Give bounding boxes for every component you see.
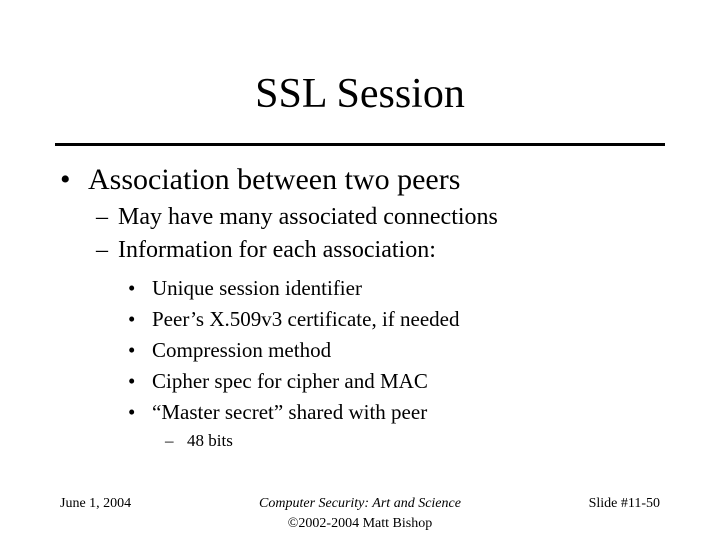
footer-book-title: Computer Security: Art and Science (259, 496, 461, 511)
list-item-text: Compression method (152, 338, 332, 362)
bullet-marker: • (128, 369, 136, 393)
list-item-text: Cipher spec for cipher and MAC (152, 369, 428, 393)
sub-bullet-text: Information for each association: (118, 237, 436, 263)
fourth-level-text: 48 bits (187, 431, 233, 450)
list-item-text: Unique session identifier (152, 276, 362, 300)
title-divider (55, 143, 665, 146)
list-item-text: Peer’s X.509v3 certificate, if needed (152, 307, 460, 331)
dash-marker: – (165, 431, 174, 450)
bullet-marker: • (128, 400, 136, 424)
footer-slide-number: Slide #11-50 (588, 496, 660, 511)
bullet-marker: • (128, 307, 136, 331)
bullet-main-text: Association between two peers (88, 163, 461, 196)
bullet-marker: • (60, 163, 71, 196)
bullet-marker: • (128, 276, 136, 300)
footer-date: June 1, 2004 (60, 496, 132, 511)
dash-marker: – (96, 237, 108, 263)
footer-center (200, 494, 520, 534)
sub-bullet-text: May have many associated connections (118, 204, 498, 230)
footer-copyright: ©2002-2004 Matt Bishop (287, 516, 433, 531)
dash-marker: – (96, 204, 108, 230)
bullet-marker: • (128, 338, 136, 362)
slide-title: SSL Session (255, 71, 465, 117)
list-item-text: “Master secret” shared with peer (152, 400, 428, 424)
